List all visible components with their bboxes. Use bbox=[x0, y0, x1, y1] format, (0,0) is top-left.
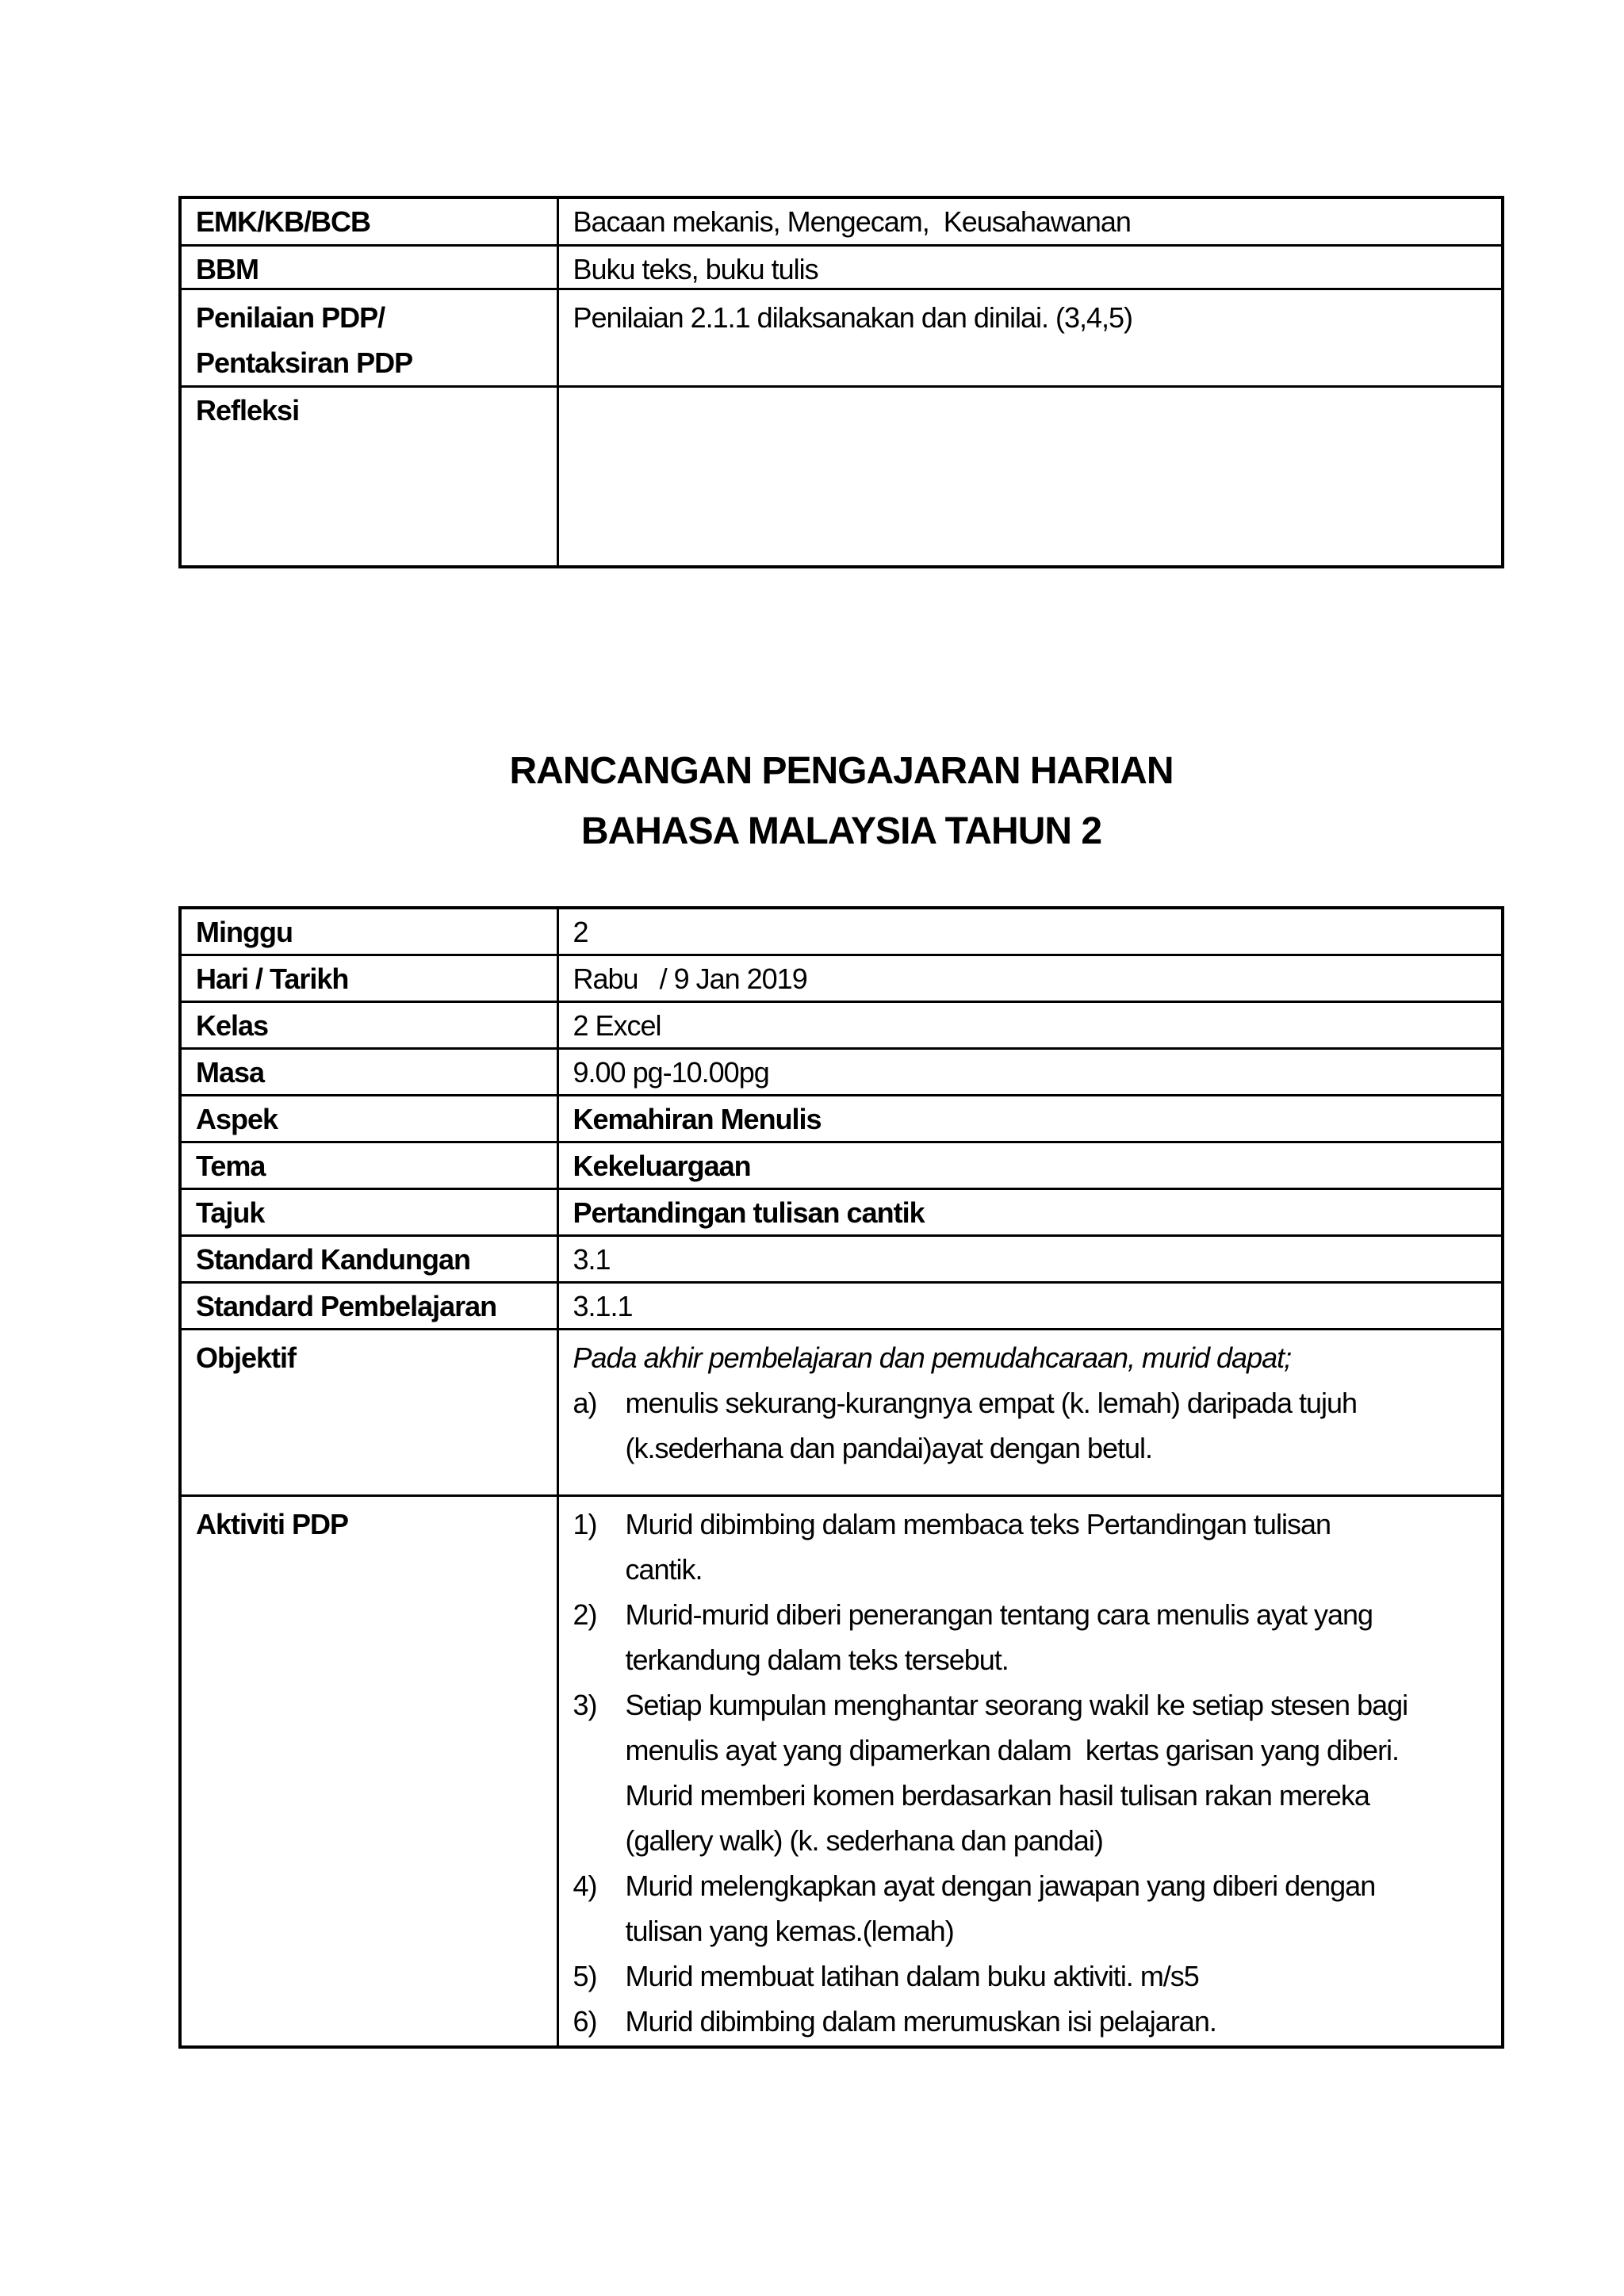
table-row bbox=[180, 197, 1503, 245]
table-row bbox=[180, 1001, 1503, 1048]
row-value bbox=[557, 1329, 1503, 1495]
row-value-text: Penilaian 2.1.1 dilaksanakan dan dinilai. (3,4,5) bbox=[573, 300, 1133, 334]
row-label-text: Aktiviti PDP bbox=[196, 1507, 349, 1540]
text-line: cantik. bbox=[625, 1552, 703, 1586]
row-label bbox=[180, 386, 557, 567]
activity-item bbox=[573, 1592, 1492, 1682]
row-value-text: Pertandingan tulisan cantik bbox=[573, 1196, 925, 1229]
table-row bbox=[180, 1095, 1503, 1142]
row-label-text: Standard Pembelajaran bbox=[196, 1289, 497, 1322]
row-label-text: Tema bbox=[196, 1149, 266, 1182]
table-row bbox=[180, 1235, 1503, 1282]
row-label-text: Hari / Tarikh bbox=[196, 962, 349, 995]
row-label-text: Kelas bbox=[196, 1008, 269, 1042]
list-marker: 1) bbox=[573, 1507, 597, 1540]
text-line: Setiap kumpulan menghantar seorang wakil ke setiap stesen bagi bbox=[625, 1688, 1408, 1721]
row-value bbox=[557, 386, 1503, 567]
row-value-text: 3.1.1 bbox=[573, 1289, 633, 1322]
row-value-text: 9.00 pg-10.00pg bbox=[573, 1055, 769, 1089]
list-marker: 2) bbox=[573, 1598, 597, 1631]
text-line: Murid membuat latihan dalam buku aktiviti. m/s5 bbox=[625, 1959, 1199, 1992]
objective-intro: Pada akhir pembelajaran dan pemudahcaraan, murid dapat; bbox=[573, 1341, 1292, 1374]
text-line: menulis sekurang-kurangnya empat (k. lemah) daripada tujuh bbox=[625, 1386, 1358, 1419]
document-title-line-2: BAHASA MALAYSIA TAHUN 2 bbox=[580, 810, 1102, 852]
text-line: Murid melengkapkan ayat dengan jawapan yang diberi dengan bbox=[625, 1869, 1376, 1902]
text-line: Murid-murid diberi penerangan tentang cara menulis ayat yang bbox=[625, 1598, 1373, 1631]
row-value bbox=[557, 1495, 1503, 2047]
table-row-objektif bbox=[180, 1329, 1503, 1495]
row-value bbox=[557, 197, 1503, 245]
row-label bbox=[180, 1001, 557, 1048]
row-label-text: Objektif bbox=[196, 1341, 297, 1374]
row-value-text: 2 bbox=[573, 916, 588, 948]
row-label bbox=[180, 1188, 557, 1235]
text-line: tulisan yang kemas.(lemah) bbox=[625, 1914, 954, 1947]
row-value-text: Rabu / 9 Jan 2019 bbox=[573, 962, 807, 995]
row-label bbox=[180, 1235, 557, 1282]
row-label bbox=[180, 1329, 557, 1495]
list-marker: 5) bbox=[573, 1959, 597, 1992]
list-marker: a) bbox=[573, 1386, 597, 1419]
row-value bbox=[557, 1048, 1503, 1095]
table-row bbox=[180, 955, 1503, 1001]
row-label-text: Tajuk bbox=[196, 1196, 265, 1229]
activity-item bbox=[573, 1682, 1492, 1863]
row-label-text: BBM bbox=[196, 252, 259, 285]
document-title-line-1: RANCANGAN PENGAJARAN HARIAN bbox=[509, 750, 1174, 792]
row-label bbox=[180, 1142, 557, 1188]
row-value bbox=[557, 1095, 1503, 1142]
table-row bbox=[180, 908, 1503, 955]
list-marker: 3) bbox=[573, 1688, 597, 1721]
row-value-text: Kemahiran Menulis bbox=[573, 1102, 822, 1135]
row-value bbox=[557, 1001, 1503, 1048]
row-label-text: Refleksi bbox=[196, 393, 300, 427]
table-row bbox=[180, 386, 1503, 567]
row-value-text: Kekeluargaan bbox=[573, 1149, 751, 1182]
row-label bbox=[180, 1282, 557, 1329]
objective-item bbox=[573, 1380, 1492, 1471]
row-value-text: 2 Excel bbox=[573, 1008, 661, 1042]
activity-item bbox=[573, 1954, 1492, 1999]
row-label bbox=[180, 1495, 557, 2047]
table-row bbox=[180, 1048, 1503, 1095]
table-row bbox=[180, 1142, 1503, 1188]
text-line: terkandung dalam teks tersebut. bbox=[625, 1643, 1009, 1676]
row-label bbox=[180, 955, 557, 1001]
row-value bbox=[557, 955, 1503, 1001]
table-row bbox=[180, 1282, 1503, 1329]
row-label-text: Minggu bbox=[196, 916, 293, 948]
row-label-line: Pentaksiran PDP bbox=[196, 346, 413, 379]
table-row-aktiviti bbox=[180, 1495, 1503, 2047]
row-label-text: Aspek bbox=[196, 1102, 278, 1135]
activity-item bbox=[573, 1999, 1492, 2044]
row-value bbox=[557, 289, 1503, 386]
row-value bbox=[557, 1142, 1503, 1188]
list-marker: 6) bbox=[573, 2004, 597, 2038]
table-row bbox=[180, 245, 1503, 289]
text-line: (k.sederhana dan pandai)ayat dengan betul. bbox=[625, 1431, 1153, 1464]
row-value-text: Buku teks, buku tulis bbox=[573, 252, 818, 285]
text-line: menulis ayat yang dipamerkan dalam kertas garisan yang diberi. bbox=[625, 1733, 1400, 1766]
activity-item bbox=[573, 1502, 1492, 1592]
row-label-text: Masa bbox=[196, 1055, 265, 1089]
table-row bbox=[180, 1188, 1503, 1235]
row-value bbox=[557, 908, 1503, 955]
row-value bbox=[557, 1235, 1503, 1282]
row-label bbox=[180, 245, 557, 289]
row-value-text: 3.1 bbox=[573, 1242, 611, 1276]
row-label-line: Penilaian PDP/ bbox=[196, 300, 385, 334]
row-label bbox=[180, 289, 557, 386]
row-label-text: EMK/KB/BCB bbox=[196, 205, 370, 238]
document-title bbox=[178, 741, 1504, 862]
row-value-text: Bacaan mekanis, Mengecam, Keusahawanan bbox=[573, 205, 1131, 238]
list-marker: 4) bbox=[573, 1869, 597, 1902]
text-line: Murid dibimbing dalam merumuskan isi pelajaran. bbox=[625, 2004, 1216, 2038]
text-line: Murid memberi komen berdasarkan hasil tulisan rakan mereka bbox=[625, 1778, 1369, 1812]
text-line: (gallery walk) (k. sederhana dan pandai) bbox=[625, 1823, 1103, 1857]
row-value bbox=[557, 245, 1503, 289]
row-label-text: Standard Kandungan bbox=[196, 1242, 471, 1276]
row-label bbox=[180, 1095, 557, 1142]
row-label bbox=[180, 197, 557, 245]
table-row bbox=[180, 289, 1503, 386]
activity-item bbox=[573, 1863, 1492, 1954]
row-value bbox=[557, 1282, 1503, 1329]
info-table bbox=[178, 196, 1504, 568]
text-line: Murid dibimbing dalam membaca teks Pertandingan tulisan bbox=[625, 1507, 1331, 1540]
row-label bbox=[180, 1048, 557, 1095]
lesson-table bbox=[178, 906, 1504, 2049]
row-value bbox=[557, 1188, 1503, 1235]
row-label bbox=[180, 908, 557, 955]
